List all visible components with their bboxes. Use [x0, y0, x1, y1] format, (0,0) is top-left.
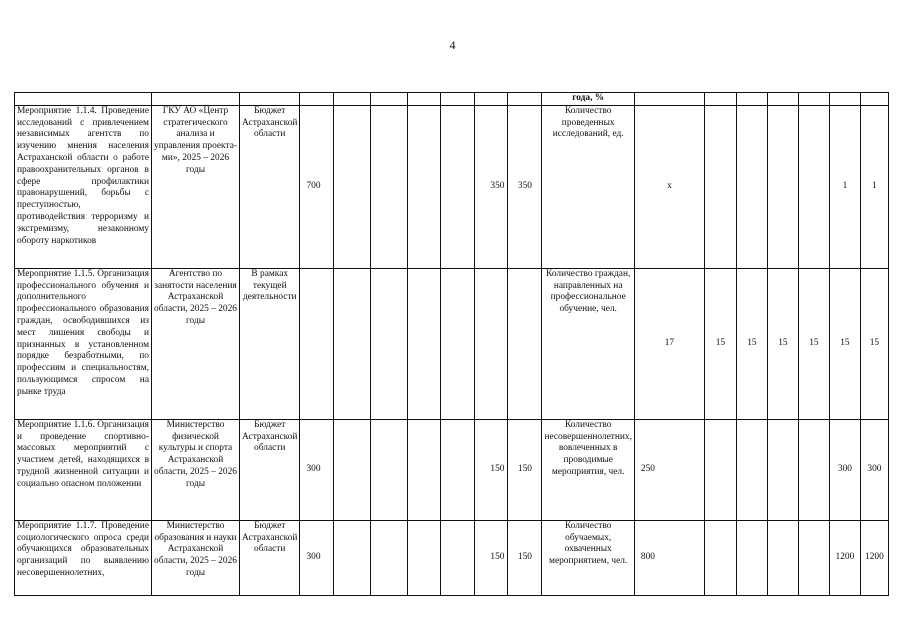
year-cell: [371, 520, 408, 595]
year-cell: [371, 268, 408, 419]
year-cell: [408, 105, 441, 268]
total-cell: 700: [300, 105, 334, 268]
indicator-cell: Количество несовершеннолетних, вовлеченных в проводимые мероприятия, чел.: [542, 419, 634, 520]
year-cell: [508, 268, 542, 419]
year-cell: [408, 419, 441, 520]
year-cell: [371, 419, 408, 520]
year-cell: 150: [508, 419, 542, 520]
target-cell: 15: [860, 268, 888, 419]
executor-cell: ГКУ АО «Центр стратегического анализа и управления проекта-ми», 2025 – 2026 годы: [152, 105, 240, 268]
target-cell: 15: [798, 268, 829, 419]
year-cell: [334, 520, 371, 595]
event-cell: Мероприятие 1.1.5. Организация профессионального обучения и дополнительного профессионального образования граждан, освободившихся из мест лишения свободы и признанных в установленном порядке безработными, по профессиям и специальностям, пользующимся спросом на рынке труда: [15, 268, 152, 419]
target-cell: [704, 419, 736, 520]
event-cell: Мероприятие 1.1.6. Организация и проведение спортивно-массовых мероприятий с участием детей, находящихся в трудной жизненной ситуации и социально опасном положении: [15, 419, 152, 520]
total-cell: [300, 268, 334, 419]
target-cell: 15: [704, 268, 736, 419]
event-cell: Мероприятие 1.1.4. Проведение исследований с привлечением независимых агентств по изучению мнения населения Астраханской области о работе правоохранительных органов в сфере профилактики правонарушений, борьбы с преступностью, противодействия терроризму и экстремизму, незаконному обороту наркотиков: [15, 105, 152, 268]
year-cell: 150: [508, 520, 542, 595]
target-cell: 1: [829, 105, 860, 268]
source-cell: В рамках текущей деятельности: [240, 268, 300, 419]
year-cell: [441, 520, 475, 595]
table-row: [15, 419, 889, 520]
year-cell: [408, 520, 441, 595]
year-cell: [334, 105, 371, 268]
target-cell: [798, 105, 829, 268]
source-cell: Бюджет Астраханской области: [240, 419, 300, 520]
target-cell: [798, 520, 829, 595]
target-cell: 15: [736, 268, 767, 419]
target-cell: 15: [829, 268, 860, 419]
page-number: 4: [449, 38, 456, 52]
header-fragment-row: [15, 93, 889, 106]
target-cell: 1: [860, 105, 888, 268]
target-cell: 1200: [860, 520, 888, 595]
total-cell: 300: [300, 520, 334, 595]
target-cell: [736, 105, 767, 268]
indicator-cell: Количество проведенных исследований, ед.: [542, 105, 634, 268]
target-cell: [736, 419, 767, 520]
source-cell: Бюджет Астраханской области: [240, 520, 300, 595]
table-row: [15, 520, 889, 595]
year-cell: [441, 268, 475, 419]
year-cell: [408, 268, 441, 419]
header-fragment-cell: года, %: [542, 93, 634, 106]
program-events-table: [14, 92, 889, 596]
executor-cell: Министерство образования и науки Астраханской области, 2025 – 2026 годы: [152, 520, 240, 595]
year-cell: [441, 419, 475, 520]
year-cell: 350: [475, 105, 508, 268]
target-cell: [736, 520, 767, 595]
target-cell: 300: [860, 419, 888, 520]
target-cell: [798, 419, 829, 520]
source-cell: Бюджет Астраханской области: [240, 105, 300, 268]
indicator-cell: Количество обучаемых, охваченных мероприятием, чел.: [542, 520, 634, 595]
base-value-cell: x: [634, 105, 704, 268]
table-row: [15, 268, 889, 419]
table-row: [15, 105, 889, 268]
base-value-cell: 17: [634, 268, 704, 419]
target-cell: [767, 520, 798, 595]
target-cell: [767, 419, 798, 520]
target-cell: [767, 105, 798, 268]
year-cell: 150: [475, 419, 508, 520]
year-cell: [334, 419, 371, 520]
base-value-cell: 250: [634, 419, 704, 520]
event-cell: Мероприятие 1.1.7. Проведение социологического опроса среди обучающихся образовательных организаций по выявлению несовершеннолетних,: [15, 520, 152, 595]
total-cell: 300: [300, 419, 334, 520]
target-cell: 15: [767, 268, 798, 419]
target-cell: 1200: [829, 520, 860, 595]
target-cell: [704, 105, 736, 268]
target-cell: 300: [829, 419, 860, 520]
target-cell: [704, 520, 736, 595]
year-cell: [441, 105, 475, 268]
year-cell: [371, 105, 408, 268]
indicator-cell: Количество граждан, направленных на профессиональное обучение, чел.: [542, 268, 634, 419]
year-cell: [475, 268, 508, 419]
year-cell: 350: [508, 105, 542, 268]
executor-cell: Агентство по занятости населения Астраханской области, 2025 – 2026 годы: [152, 268, 240, 419]
executor-cell: Министерство физической культуры и спорта Астраханской области, 2025 – 2026 годы: [152, 419, 240, 520]
base-value-cell: 800: [634, 520, 704, 595]
year-cell: 150: [475, 520, 508, 595]
year-cell: [334, 268, 371, 419]
